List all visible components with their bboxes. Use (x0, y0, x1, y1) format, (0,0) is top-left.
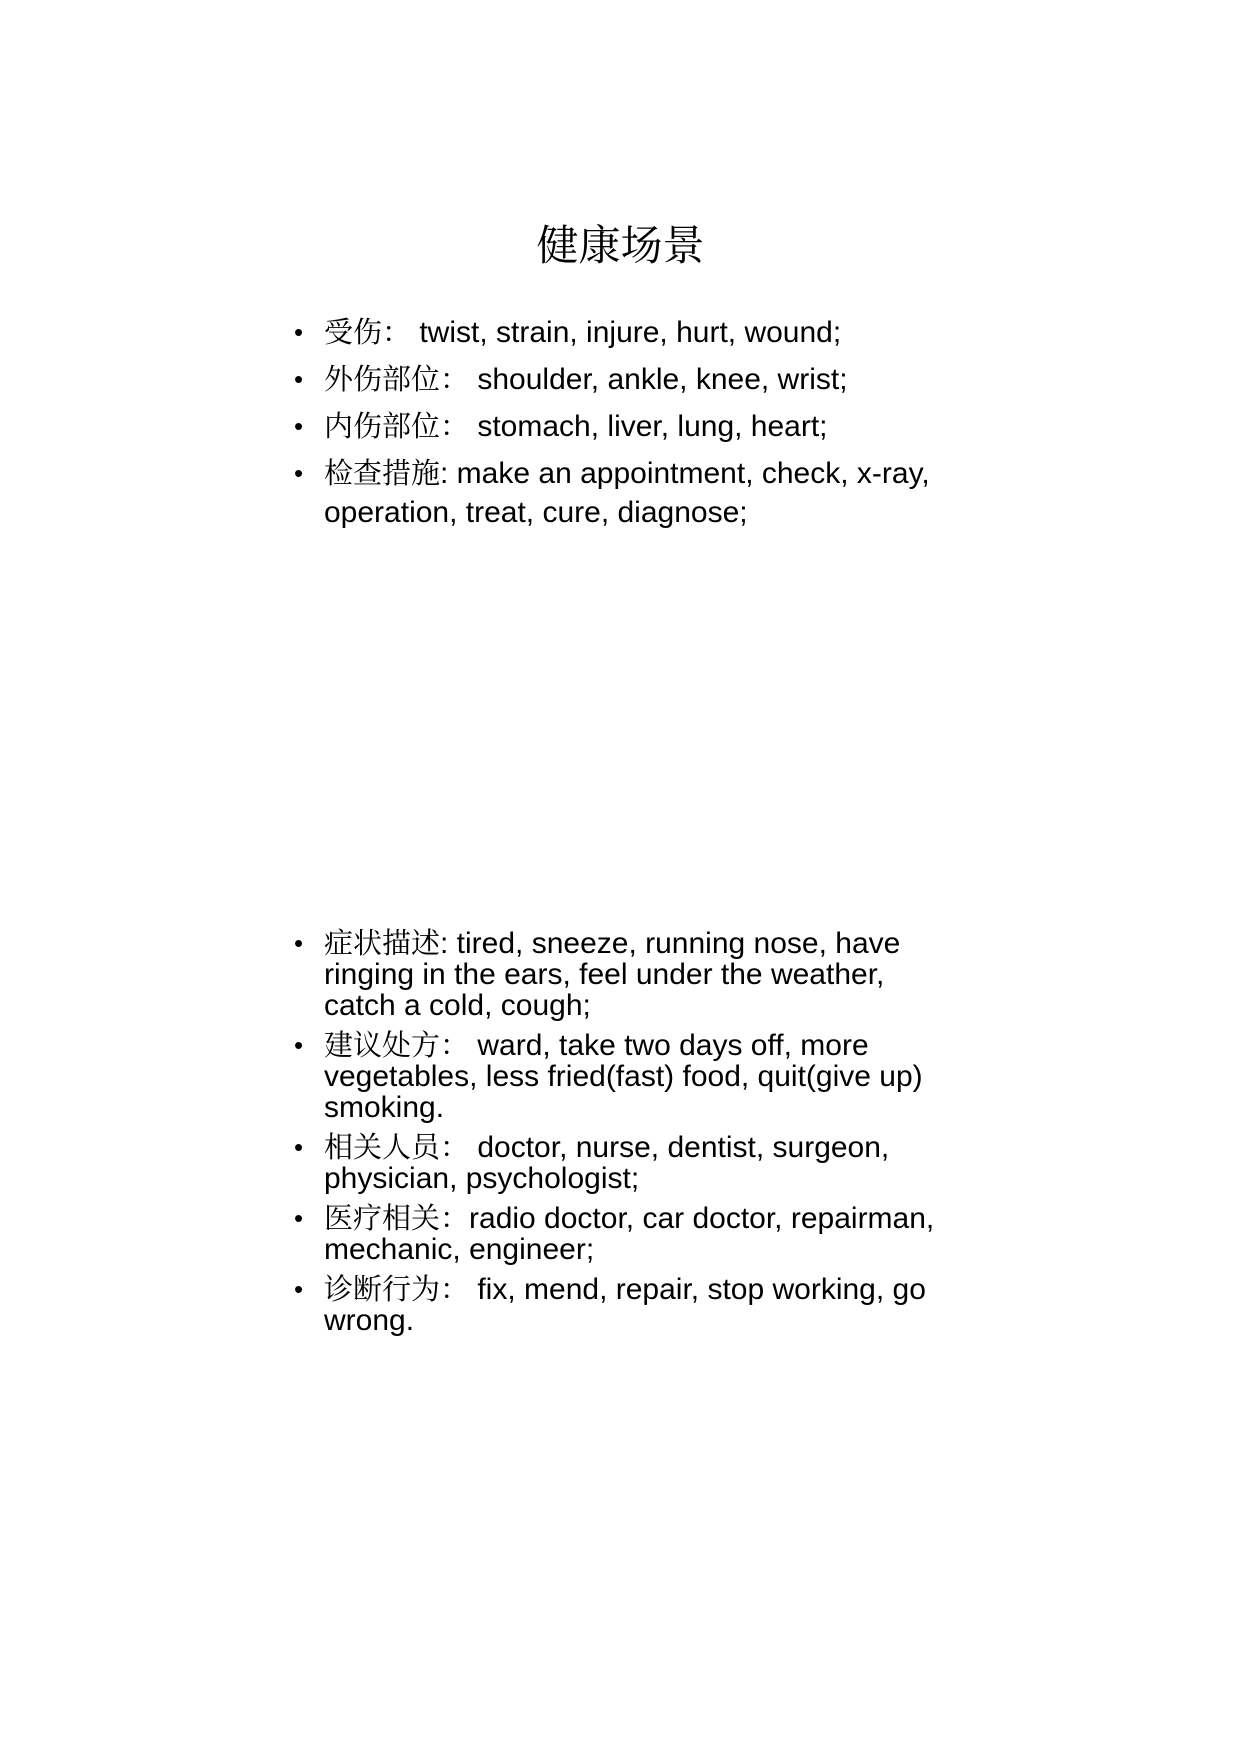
item-value: doctor, nurse, dentist, surgeon, physician, psychologist; (324, 1131, 890, 1195)
item-value: stomach, liver, lung, heart; (469, 410, 828, 443)
list-item (290, 1203, 950, 1265)
item-label: 受伤： (324, 315, 412, 349)
bullet-icon: • (294, 1203, 304, 1233)
item-value: : make an appointment, check, x-ray, operation, treat, cure, diagnose; (324, 457, 930, 529)
item-label: 建议处方： (324, 1028, 470, 1062)
item-label: 医疗相关： (324, 1201, 470, 1235)
bullet-icon: • (294, 1132, 304, 1162)
bullet-icon: • (294, 411, 304, 441)
item-value: ward, take two days off, more vegetables, less fried(fast) food, quit(give up) smoking. (324, 1029, 923, 1124)
list-item (290, 407, 950, 446)
bottom-bullet-list (290, 928, 950, 1345)
item-value: shoulder, ankle, knee, wrist; (469, 363, 848, 396)
item-value: twist, strain, injure, hurt, wound; (411, 316, 842, 349)
bullet-icon: • (294, 364, 304, 394)
item-label: 外伤部位： (324, 362, 470, 396)
top-bullet-list (290, 313, 950, 540)
item-value: : tired, sneeze, running nose, have ringing in the ears, feel under the weather, catch a cold, cough; (324, 927, 901, 1022)
list-item (290, 313, 950, 352)
item-label: 内伤部位： (324, 409, 470, 443)
item-value: radio doctor, car doctor, repairman, mechanic, engineer; (324, 1202, 935, 1266)
item-label: 诊断行为： (324, 1272, 470, 1306)
item-label: 检查措施 (324, 456, 441, 490)
list-item (290, 1274, 950, 1336)
bullet-icon: • (294, 317, 304, 347)
list-item (290, 1132, 950, 1194)
item-label: 症状描述 (324, 926, 441, 960)
list-item (290, 454, 950, 532)
item-value: fix, mend, repair, stop working, go wrong. (324, 1273, 926, 1337)
list-item (290, 360, 950, 399)
item-label: 相关人员： (324, 1130, 470, 1164)
bullet-icon: • (294, 1274, 304, 1304)
bullet-icon: • (294, 1030, 304, 1060)
bullet-icon: • (294, 458, 304, 488)
list-item (290, 1030, 950, 1123)
page-title: 健康场景 (536, 221, 705, 270)
bullet-icon: • (294, 928, 304, 958)
list-item (290, 928, 950, 1021)
